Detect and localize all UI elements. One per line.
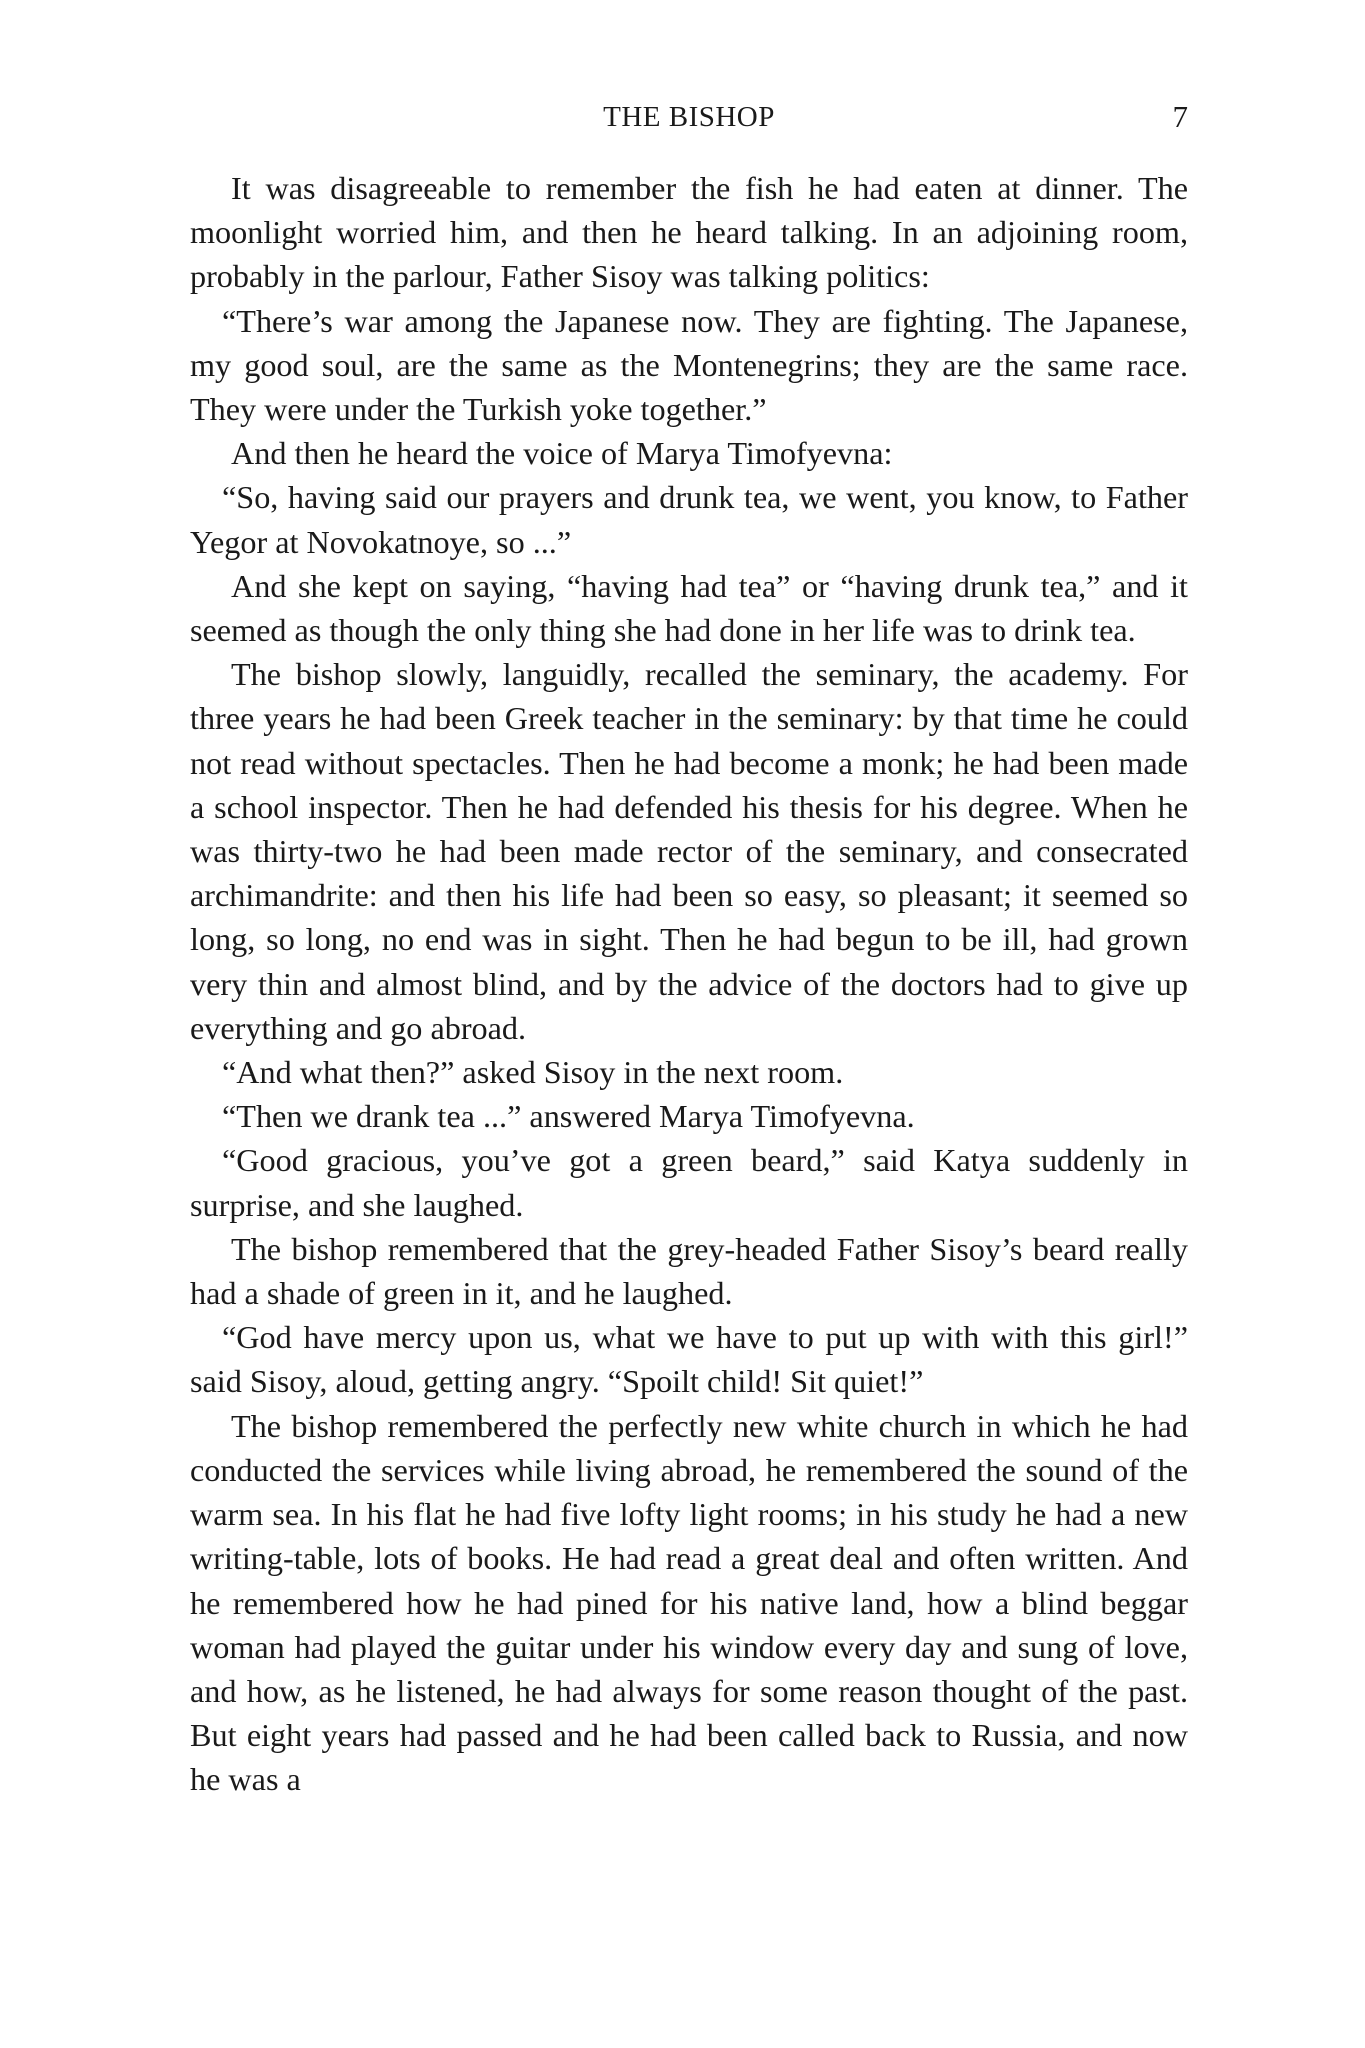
paragraph: “Good gracious, you’ve got a green beard,” said Katya suddenly in surprise, and she laughed.	[190, 1142, 1188, 1223]
paragraph: “And what then?” asked Sisoy in the next room.	[222, 1054, 844, 1091]
running-title: THE BISHOP	[603, 101, 775, 133]
paragraph: “So, having said our prayers and drunk tea, we went, you know, to Father Yegor at Novokatnoye, so ...”	[190, 479, 1188, 560]
paragraph: “There’s war among the Japanese now. They are fighting. The Japanese, my good soul, are the same as the Montenegrins; they are the same race. They were under the Turkish yoke together.”	[190, 302, 1188, 428]
paragraph: “God have mercy upon us, what we have to put up with with this girl!” said Sisoy, aloud, getting angry. “Spoilt child! Sit quiet!”	[190, 1319, 1188, 1400]
body-text	[190, 166, 1188, 1802]
paragraph: The bishop remembered that the grey-headed Father Sisoy’s beard really had a shade of green in it, and he laughed.	[190, 1230, 1188, 1312]
paragraph: The bishop slowly, languidly, recalled the seminary, the academy. For three years he had been Greek teacher in the seminary: by that time he could not read without spectacles. Then he had become a monk; he had been made a school inspector. Then he had defended his thesis for his degree. When he was thirty-two he had been made rector of the seminary, and consecrated archimandrite: and then his life had been so easy, so pleasant; it seemed so long, so long, no end was in sight. Then he had begun to be ill, had grown very thin and almost blind, and by the advice of the doctors had to give up everything and go abroad.	[190, 656, 1188, 1046]
page-number: 7	[1172, 99, 1188, 134]
running-head	[190, 97, 1188, 137]
paragraph: The bishop remembered the perfectly new white church in which he had conducted the services while living abroad, he remembered the sound of the warm sea. In his flat he had five lofty light rooms; in his study he had a new writing-table, lots of books. He had read a great deal and often written. And he remembered how he had pined for his native land, how a blind beggar woman had played the guitar under his window every day and sung of love, and how, as he listened, he had always for some reason thought of the past. But eight years had passed and he had been called back to Russia, and now he was a	[190, 1407, 1188, 1798]
paragraph: “Then we drank tea ...” answered Marya Timofyevna.	[222, 1098, 915, 1135]
paragraph: And then he heard the voice of Marya Timofyevna:	[231, 435, 893, 472]
paragraph: And she kept on saying, “having had tea” or “having drunk tea,” and it seemed as though the only thing she had done in her life was to drink tea.	[190, 567, 1188, 649]
paragraph: It was disagreeable to remember the fish he had eaten at dinner. The moonlight worried him, and then he heard talking. In an adjoining room, probably in the parlour, Father Sisoy was talking politics:	[190, 170, 1188, 295]
